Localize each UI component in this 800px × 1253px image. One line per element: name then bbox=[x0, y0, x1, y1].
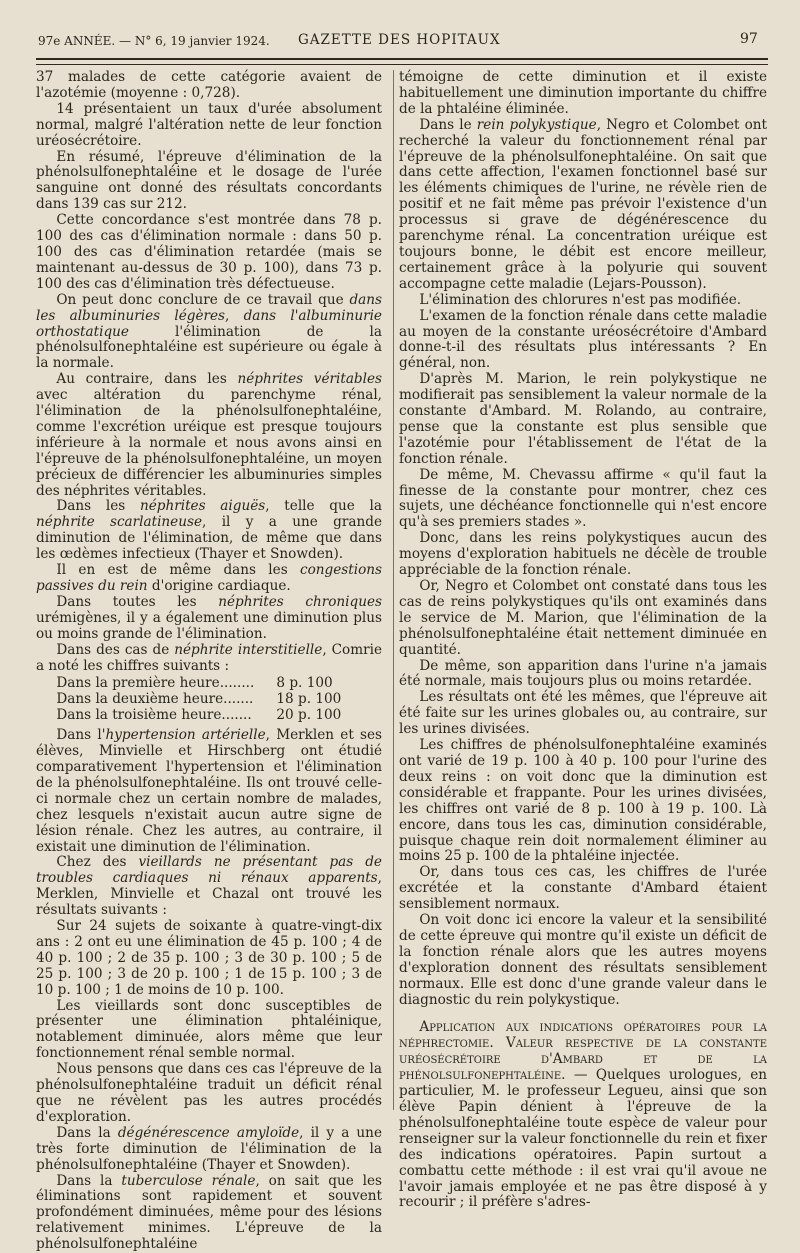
paragraph: Dans la tuberculose rénale, on sait que les éliminations sont rapidement et souvent profondément diminuées, même pour des lésions relativement minimes. L'épreuve de la phénolsulfonephtaléine bbox=[36, 1172, 383, 1253]
page-number: 97 bbox=[740, 31, 758, 47]
paragraph: Dans toutes les néphrites chroniques urémigènes, il y a également une diminution plus ou moins grande de l'élimination. bbox=[36, 593, 383, 642]
paragraph: Cette concordance s'est montrée dans 78 p. 100 des cas d'élimination normale : dans 50 p. 100 des cas d'élimination retardée (mais se maintenant au-dessus de 30 p. 100), dans 73 p. 100 des cas d'élimination très défectueuse. bbox=[36, 212, 382, 292]
paragraph: Sur 24 sujets de soixante à quatre-vingt-dix ans : 2 ont eu une élimination de 45 p. 100 ; 4 de 40 p. 100 ; 2 de 35 p. 100 ; 3 de 30 p. 100 ; 5 de 25 p. 100 ; 3 de 20 p. 100 ; 1 de 15 p. 100 ; 3 de 10 p. 100 ; 1 de moins de 10 p. 100. bbox=[36, 918, 382, 998]
elimination-list bbox=[56, 676, 382, 724]
paragraph: L'examen de la fonction rénale dans cette maladie au moyen de la constante uréosécrétoire d'Ambard donne-t-il des résultats plus intéressants ? En général, non. bbox=[399, 307, 767, 372]
list-item: Dans la troisième heure....... 20 p. 100 bbox=[56, 707, 342, 724]
journal-title: GAZETTE DES HOPITAUX bbox=[298, 32, 501, 48]
section-paragraph: Application aux indications opératoires pour la néphrectomie. Valeur respective de la constante uréosécrétoire d'Ambard et de la phénolsulfonephtaléine. — Quelques urologues, en particulier, M. le professeur Legueu, ainsi que son élève Papin dénient à l'épreuve de la phénolsulfonephtaléine toute espèce de valeur pour renseigner sur la valeur fonctionnelle du rein et fixer des indications opératoires. Papin surtout a combattu cette méthode : il est vrai qu'il avoue ne l'avoir jamais employée et ne pas être disposé à y recourir ; il préfère s'adres- bbox=[399, 1019, 767, 1211]
paragraph: témoigne de cette diminution et il existe habituellement une diminution importante du chiffre de la phtaléine éliminée. bbox=[399, 69, 767, 117]
paragraph: Dans les néphrites aiguës, telle que la néphrite scarlatineuse, il y a une grande diminution de l'élimination, de même que dans les œdèmes infectieux (Thayer et Snowden). bbox=[36, 498, 382, 563]
paragraph: Dans l'hypertension artérielle, Merklen et ses élèves, Minvielle et Hirschberg ont étudié comparativement l'hypertension et l'élimination de la phénolsulfonephtaléine. Ils ont trouvé celle-ci normale chez un certain nombre de malades, chez lesquels n'existait aucun autre signe de lésion rénale. Chez les autres, au contraire, il existait une diminution de l'élimination. bbox=[36, 727, 383, 855]
issue-info: 97e ANNÉE. — N° 6, 19 janvier 1924. bbox=[38, 34, 270, 48]
paragraph: Dans la dégénérescence amyloïde, il y a une très forte diminution de l'élimination de la phénolsulfonephtaléine (Thayer et Snowden). bbox=[36, 1124, 382, 1173]
right-column bbox=[399, 69, 767, 1211]
paragraph: Les résultats ont été les mêmes, que l'épreuve ait été faite sur les urines globales ou, au contraire, sur les urines divisées. bbox=[399, 689, 767, 738]
paragraph: Les chiffres de phénolsulfonephtaléine examinés ont varié de 19 p. 100 à 40 p. 100 pour l'urine des deux reins : on voit donc que la diminution est considérable et frappante. Pour les urines divisées, les chiffres ont varié de 8 p. 100 à 19 p. 100. Là encore, dans tous les cas, diminution considérable, puisque chaque rein doit normalement éliminer au moins 25 p. 100 de la phtaléine injectée. bbox=[399, 737, 767, 865]
paragraph: Nous pensons que dans ces cas l'épreuve de la phénolsulfonephtaléine traduit un déficit rénal que ne révèlent pas les autres procédés d'exploration. bbox=[36, 1061, 382, 1125]
paragraph: Or, Negro et Colombet ont constaté dans tous les cas de reins polykystiques qu'ils ont examinés dans le service de M. Marion, que l'élimination de la phénolsulfonephtaléine était nettement diminuée en quantité. bbox=[399, 578, 767, 658]
paragraph: De même, son apparition dans l'urine n'a jamais été normale, mais toujours plus ou moins retardée. bbox=[399, 657, 767, 690]
paragraph: On peut donc conclure de ce travail que dans les albuminuries légères, dans l'albuminurie orthostatique l'élimination de la phénolsulfonephtaléine est supérieure ou égale à la normale. bbox=[36, 291, 382, 372]
header-rule-thick bbox=[36, 58, 768, 60]
paragraph: Chez des vieillards ne présentant pas de troubles cardiaques ni rénaux apparents, Merklen, Minvielle et Chazal ont trouvé les résultats suivants : bbox=[36, 854, 382, 919]
paragraph: Dans des cas de néphrite interstitielle, Comrie a noté les chiffres suivants : bbox=[36, 641, 383, 674]
header-rule-thin bbox=[36, 64, 768, 65]
paragraph: Or, dans tous ces cas, les chiffres de l'urée excrétée et la constante d'Ambard étaient sensiblement normaux. bbox=[399, 864, 767, 913]
paragraph: L'élimination des chlorures n'est pas modifiée. bbox=[419, 291, 742, 308]
paragraph: On voit donc ici encore la valeur et la sensibilité de cette épreuve qui montre qu'il existe un déficit de la fonction rénale alors que les autres moyens d'exploration donnent des résultats sensiblement normaux. Elle est donc d'une grande valeur dans le diagnostic du rein polykystique. bbox=[399, 912, 767, 1008]
list-item: Dans la première heure........ 8 p. 100 bbox=[56, 675, 333, 692]
paragraph: 37 malades de cette catégorie avaient de l'azotémie (moyenne : 0,728). bbox=[36, 69, 382, 101]
section-heading: Application aux indications opératoires pour la néphrectomie. Valeur respective de la constante uréosécrétoire d'Ambard et de la phénolsulfonephtaléine. bbox=[399, 1019, 767, 1084]
paragraph: Donc, dans les reins polykystiques aucun des moyens d'exploration habituels ne décèle de trouble appréciable de la fonction rénale. bbox=[399, 530, 767, 579]
paragraph: Il en est de même dans les congestions passives du rein d'origine cardiaque. bbox=[36, 562, 382, 594]
column-divider bbox=[393, 70, 394, 1110]
left-column bbox=[36, 69, 383, 1253]
paragraph: Dans le rein polykystique, Negro et Colombet ont recherché la valeur du fonctionnement rénal par l'épreuve de la phénolsulfonephtaléine. On sait que dans cette affection, l'examen fonctionnel basé sur les éléments chimiques de l'urine, ne révèle rien de positif et ne fait même pas prévoir l'existence d'un processus si grave de dégénérescence du parenchyme rénal. La concentration uréique est toujours bonne, le débit est encore meilleur, certainement grâce à la polyurie qui souvent accompagne cette maladie (Lejars-Pousson). bbox=[399, 116, 767, 292]
running-header bbox=[0, 30, 800, 50]
paragraph: En résumé, l'épreuve d'élimination de la phénolsulfonephtaléine et le dosage de l'urée sanguine ont donné des résultats concordants dans 139 cas sur 212. bbox=[36, 148, 382, 213]
paragraph: De même, M. Chevassu affirme « qu'il faut la finesse de la constante pour montrer, chez ces sujets, une déchéance fonctionnelle qui n'est encore qu'à ses premiers stades ». bbox=[399, 466, 767, 531]
paragraph: Au contraire, dans les néphrites véritables avec altération du parenchyme rénal, l'élimination de la phénolsulfonephtaléine, comme l'excrétion uréique est presque toujours inférieure à la normale et nous avons ainsi en l'épreuve de la phénolsulfonephtaléine, un moyen précieux de différencier les albuminuries simples des néphrites véritables. bbox=[36, 371, 382, 499]
paragraph: D'après M. Marion, le rein polykystique ne modifierait pas sensiblement la valeur normale de la constante d'Ambard. M. Rolando, au contraire, pense que la constante est plus sensible que l'azotémie pour l'établissement de l'état de la fonction rénale. bbox=[399, 371, 767, 467]
list-item: Dans la deuxième heure....... 18 p. 100 bbox=[56, 691, 342, 708]
paragraph: 14 présentaient un taux d'urée absolument normal, malgré l'altération nette de leur fonction uréosécrétoire. bbox=[36, 100, 382, 149]
paragraph: Les vieillards sont donc susceptibles de présenter une élimination phtaléinique, notablement diminuée, alors même que leur fonctionnement rénal semble normal. bbox=[36, 997, 382, 1062]
